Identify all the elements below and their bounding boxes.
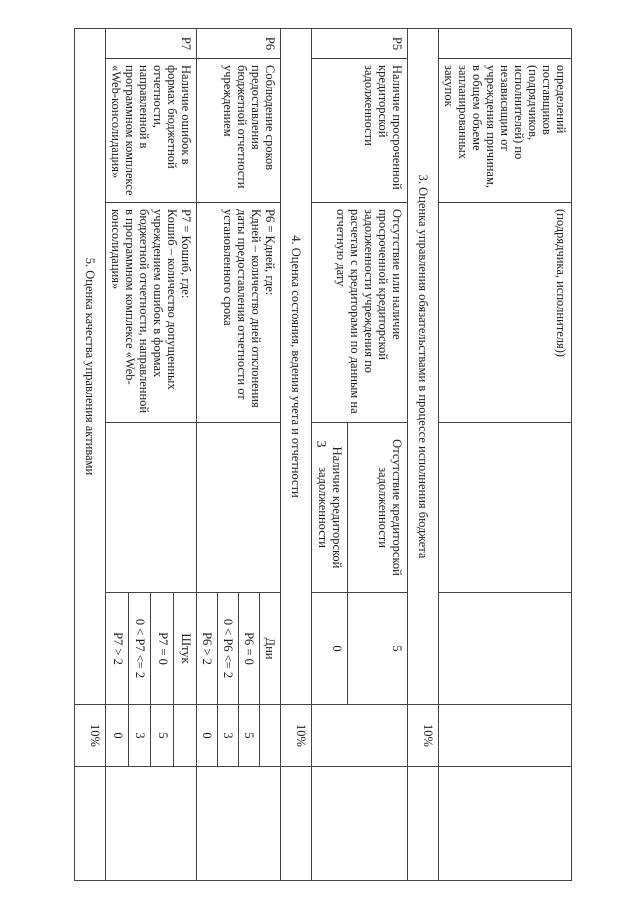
- page-number: 3: [313, 440, 328, 448]
- section-row: [408, 29, 439, 881]
- score-value: 5: [151, 705, 174, 767]
- extra-cell: [197, 767, 281, 881]
- formula-cell: (подрядчика, исполнителя)): [439, 203, 572, 423]
- section-title: 3. Оценка управления обязательствами в процессе исполнения бюджета: [408, 29, 439, 705]
- condition-cell: [439, 423, 572, 593]
- criterion-name: Наличие просроченной кредиторской задолженности: [312, 59, 408, 203]
- condition-value: P7 = 0: [151, 593, 174, 705]
- weight-cell: [174, 705, 197, 767]
- extra-cell: [408, 767, 439, 881]
- condition-cell: Отсутствие кредиторской задолженности: [348, 423, 408, 593]
- weight-cell: [260, 705, 281, 767]
- extra-cell: [281, 767, 312, 881]
- score-cell: [439, 593, 572, 705]
- criterion-formula: Отсутствие или наличие просроченной кредиторской задолженности учреждения по расчетам с кредиторами по данным на отчетную дату: [312, 203, 408, 423]
- formula-text: P6 = Кдней, где: Кдней – количество дней отклонения даты предоставления отчетности от установленного срока: [221, 209, 277, 408]
- section-row: [281, 29, 312, 881]
- extra-cell: [439, 767, 572, 881]
- table-row: [348, 29, 408, 881]
- section-weight: 10%: [408, 705, 439, 767]
- extra-cell: [312, 767, 408, 881]
- unit-label: Дни: [260, 593, 281, 705]
- condition-cell: [197, 423, 281, 593]
- section-title: 4. Оценка состояния, ведения учета и отчетности: [281, 29, 312, 705]
- score-value: 5: [348, 593, 408, 705]
- criterion-code: P6: [197, 29, 281, 59]
- criterion-code: P5: [312, 29, 408, 59]
- criterion-code: P7: [106, 29, 197, 59]
- condition-value: P7 > 2: [106, 593, 129, 705]
- table-row: [439, 29, 572, 881]
- score-value: 0: [106, 705, 129, 767]
- section-title: 5. Оценка качества управления активами: [75, 29, 106, 705]
- table-row: [174, 29, 197, 881]
- criterion-name-cell: определений поставщиков (подрядчиков, исполнителей) по независящим от учреждения причинам, в общем объеме запланированных закупок: [439, 59, 572, 203]
- criterion-name: Наличие ошибок в формах бюджетной отчетности, направленной в программном комплексе «Web-консолидация»: [106, 59, 197, 203]
- weight-cell: [439, 705, 572, 767]
- code-cell: [439, 29, 572, 59]
- condition-value: 0 < P6 <= 2: [218, 593, 239, 705]
- condition-cell: Наличие кредиторской задолженности: [312, 423, 348, 593]
- condition-value: P6 > 2: [197, 593, 218, 705]
- condition-value: 0 < P7 <= 2: [128, 593, 151, 705]
- criteria-table-sheet: [78, 28, 572, 880]
- unit-label: Штук: [174, 593, 197, 705]
- score-value: 0: [312, 593, 348, 705]
- section-row: [75, 29, 106, 881]
- section-weight: 10%: [281, 705, 312, 767]
- criterion-formula: [106, 203, 197, 423]
- weight-cell: [312, 705, 408, 767]
- formula-text: P7 = Кошиб, где: Кошиб – количество допущенных учреждением ошибок в формах бюджетной отчетности, направленной в программном комплексе «Web-консолидация»: [109, 209, 193, 414]
- criterion-name: Соблюдение сроков предоставления бюджетной отчетности учреждением: [197, 59, 281, 203]
- criteria-table: [74, 28, 572, 881]
- score-value: 5: [239, 705, 260, 767]
- criterion-formula: [197, 203, 281, 423]
- extra-cell: [75, 767, 106, 881]
- extra-cell: [106, 767, 197, 881]
- condition-value: P6 = 0: [239, 593, 260, 705]
- score-value: 3: [128, 705, 151, 767]
- condition-cell: [106, 423, 197, 593]
- table-row: [260, 29, 281, 881]
- score-value: 0: [197, 705, 218, 767]
- score-value: 3: [218, 705, 239, 767]
- section-weight: 10%: [75, 705, 106, 767]
